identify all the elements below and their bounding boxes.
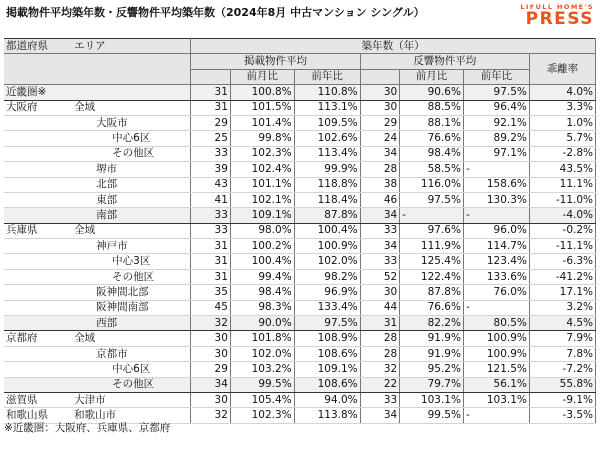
- listed-yoy-cell: 113.1%: [294, 100, 360, 115]
- listed-yoy-cell: 110.8%: [294, 85, 360, 100]
- response-age-cell: 30: [360, 100, 400, 115]
- response-age-cell: 38: [360, 177, 400, 192]
- response-age-cell: 33: [360, 392, 400, 407]
- response-yoy-cell: 121.5%: [463, 362, 529, 377]
- response-age-cell: 28: [360, 162, 400, 177]
- header-row-1: [4, 39, 596, 54]
- response-mom-cell: 122.4%: [400, 269, 464, 284]
- listed-age-cell: 31: [191, 100, 231, 115]
- area-cell: 和歌山市: [72, 408, 191, 423]
- gap-cell: -6.3%: [529, 254, 595, 269]
- response-yoy-cell: 96.0%: [463, 223, 529, 238]
- table-row: [4, 239, 596, 254]
- response-mom-cell: 95.2%: [400, 362, 464, 377]
- pref-cell: [4, 300, 72, 315]
- area-cell: その他区: [72, 377, 191, 392]
- area-cell: 西部: [72, 316, 191, 331]
- response-age-cell: 24: [360, 131, 400, 146]
- listed-mom-cell: 102.3%: [230, 408, 294, 423]
- listed-mom-cell: 99.8%: [230, 131, 294, 146]
- age-table: [4, 38, 596, 424]
- response-mom-cell: -: [400, 208, 464, 223]
- listed-age-cell: 34: [191, 377, 231, 392]
- table-row: [4, 177, 596, 192]
- brand-logo: [486, 3, 594, 27]
- listed-age-cell: 29: [191, 362, 231, 377]
- response-age-cell: 31: [360, 316, 400, 331]
- area-cell: 中心3区: [72, 254, 191, 269]
- area-cell: 神戸市: [72, 239, 191, 254]
- response-yoy-cell: 97.1%: [463, 146, 529, 161]
- gap-cell: -11.0%: [529, 192, 595, 207]
- table-row: [4, 392, 596, 407]
- area-cell: その他区: [72, 146, 191, 161]
- gap-cell: 5.7%: [529, 131, 595, 146]
- listed-age-cell: 33: [191, 146, 231, 161]
- listed-mom-cell: 101.4%: [230, 115, 294, 130]
- listed-age-cell: 45: [191, 300, 231, 315]
- listed-mom-cell: 100.8%: [230, 85, 294, 100]
- table-row: [4, 115, 596, 130]
- response-mom-cell: 97.5%: [400, 192, 464, 207]
- response-age-cell: 44: [360, 300, 400, 315]
- listed-mom-cell: 101.8%: [230, 331, 294, 346]
- listed-age-cell: 43: [191, 177, 231, 192]
- listed-age-cell: 25: [191, 131, 231, 146]
- listed-yoy-cell: 94.0%: [294, 392, 360, 407]
- response-age-cell: 34: [360, 239, 400, 254]
- area-cell: 北部: [72, 177, 191, 192]
- response-yoy-cell: 76.0%: [463, 285, 529, 300]
- header-response-mom: 前月比: [400, 69, 464, 84]
- area-cell: [72, 85, 191, 100]
- listed-age-cell: 35: [191, 285, 231, 300]
- pref-cell: [4, 285, 72, 300]
- response-age-cell: 29: [360, 115, 400, 130]
- response-mom-cell: 125.4%: [400, 254, 464, 269]
- pref-cell: [4, 208, 72, 223]
- response-mom-cell: 103.1%: [400, 392, 464, 407]
- listed-age-cell: 31: [191, 269, 231, 284]
- listed-yoy-cell: 118.8%: [294, 177, 360, 192]
- listed-mom-cell: 102.0%: [230, 346, 294, 361]
- response-yoy-cell: 89.2%: [463, 131, 529, 146]
- gap-cell: -2.8%: [529, 146, 595, 161]
- listed-yoy-cell: 118.4%: [294, 192, 360, 207]
- area-cell: 全域: [72, 100, 191, 115]
- response-age-cell: 30: [360, 285, 400, 300]
- listed-mom-cell: 98.3%: [230, 300, 294, 315]
- listed-yoy-cell: 109.1%: [294, 362, 360, 377]
- header-listed: 掲載物件平均: [191, 54, 360, 69]
- response-mom-cell: 99.5%: [400, 408, 464, 423]
- listed-yoy-cell: 113.8%: [294, 408, 360, 423]
- area-cell: 全域: [72, 223, 191, 238]
- listed-age-cell: 29: [191, 115, 231, 130]
- gap-cell: -41.2%: [529, 269, 595, 284]
- response-yoy-cell: 56.1%: [463, 377, 529, 392]
- area-cell: 南部: [72, 208, 191, 223]
- response-mom-cell: 90.6%: [400, 85, 464, 100]
- gap-cell: -9.1%: [529, 392, 595, 407]
- table-row: [4, 131, 596, 146]
- response-yoy-cell: 97.5%: [463, 85, 529, 100]
- gap-cell: -3.5%: [529, 408, 595, 423]
- pref-cell: 近畿圏※: [4, 85, 72, 100]
- gap-cell: 4.5%: [529, 316, 595, 331]
- gap-cell: 17.1%: [529, 285, 595, 300]
- area-cell: 阪神間北部: [72, 285, 191, 300]
- pref-cell: [4, 254, 72, 269]
- gap-cell: 7.8%: [529, 346, 595, 361]
- area-cell: 京都市: [72, 346, 191, 361]
- listed-mom-cell: 98.0%: [230, 223, 294, 238]
- listed-yoy-cell: 113.4%: [294, 146, 360, 161]
- response-yoy-cell: -: [463, 408, 529, 423]
- response-age-cell: 52: [360, 269, 400, 284]
- response-yoy-cell: 158.6%: [463, 177, 529, 192]
- table-row: [4, 162, 596, 177]
- response-mom-cell: 87.8%: [400, 285, 464, 300]
- gap-cell: 1.0%: [529, 115, 595, 130]
- header-row-2: [4, 54, 596, 69]
- listed-mom-cell: 109.1%: [230, 208, 294, 223]
- response-yoy-cell: 96.4%: [463, 100, 529, 115]
- response-mom-cell: 76.6%: [400, 131, 464, 146]
- listed-age-cell: 31: [191, 239, 231, 254]
- response-age-cell: 33: [360, 223, 400, 238]
- response-age-cell: 28: [360, 346, 400, 361]
- listed-mom-cell: 90.0%: [230, 316, 294, 331]
- gap-cell: -4.0%: [529, 208, 595, 223]
- listed-age-cell: 33: [191, 223, 231, 238]
- pref-cell: 兵庫県: [4, 223, 72, 238]
- table-row: [4, 208, 596, 223]
- listed-mom-cell: 100.2%: [230, 239, 294, 254]
- area-cell: その他区: [72, 269, 191, 284]
- listed-yoy-cell: 133.4%: [294, 300, 360, 315]
- response-mom-cell: 111.9%: [400, 239, 464, 254]
- pref-cell: [4, 131, 72, 146]
- response-age-cell: 32: [360, 362, 400, 377]
- response-yoy-cell: -: [463, 162, 529, 177]
- header-age: 築年数（年）: [191, 39, 596, 54]
- listed-mom-cell: 101.5%: [230, 100, 294, 115]
- header-gap: 乖離率: [529, 54, 595, 85]
- pref-cell: [4, 146, 72, 161]
- listed-yoy-cell: 108.6%: [294, 346, 360, 361]
- table-row: [4, 85, 596, 100]
- listed-mom-cell: 102.4%: [230, 162, 294, 177]
- area-cell: 阪神間南部: [72, 300, 191, 315]
- gap-cell: 7.9%: [529, 331, 595, 346]
- gap-cell: -0.2%: [529, 223, 595, 238]
- listed-yoy-cell: 100.9%: [294, 239, 360, 254]
- listed-yoy-cell: 108.9%: [294, 331, 360, 346]
- listed-yoy-cell: 97.5%: [294, 316, 360, 331]
- table-row: [4, 223, 596, 238]
- header-area: エリア: [72, 39, 191, 54]
- listed-age-cell: 32: [191, 316, 231, 331]
- listed-mom-cell: 105.4%: [230, 392, 294, 407]
- listed-yoy-cell: 99.9%: [294, 162, 360, 177]
- table-row: [4, 269, 596, 284]
- listed-yoy-cell: 102.0%: [294, 254, 360, 269]
- logo-top-text: LIFULL HOME'S: [520, 3, 594, 11]
- table-row: [4, 300, 596, 315]
- listed-yoy-cell: 100.4%: [294, 223, 360, 238]
- response-age-cell: 22: [360, 377, 400, 392]
- response-age-cell: 34: [360, 146, 400, 161]
- response-yoy-cell: 123.4%: [463, 254, 529, 269]
- listed-age-cell: 33: [191, 208, 231, 223]
- listed-yoy-cell: 109.5%: [294, 115, 360, 130]
- response-yoy-cell: 103.1%: [463, 392, 529, 407]
- header-response-yoy: 前年比: [463, 69, 529, 84]
- response-mom-cell: 82.2%: [400, 316, 464, 331]
- header-response: 反響物件平均: [360, 54, 529, 69]
- table-row: [4, 146, 596, 161]
- pref-cell: [4, 115, 72, 130]
- header-pref: 都道府県: [4, 39, 72, 54]
- response-age-cell: 46: [360, 192, 400, 207]
- listed-age-cell: 30: [191, 392, 231, 407]
- response-age-cell: 34: [360, 208, 400, 223]
- gap-cell: -11.1%: [529, 239, 595, 254]
- logo-main-text: PRESS: [525, 9, 594, 29]
- listed-yoy-cell: 98.2%: [294, 269, 360, 284]
- gap-cell: 4.0%: [529, 85, 595, 100]
- pref-cell: 大阪府: [4, 100, 72, 115]
- table-row: [4, 331, 596, 346]
- listed-age-cell: 32: [191, 408, 231, 423]
- response-mom-cell: 91.9%: [400, 346, 464, 361]
- gap-cell: 43.5%: [529, 162, 595, 177]
- listed-mom-cell: 100.4%: [230, 254, 294, 269]
- response-mom-cell: 58.5%: [400, 162, 464, 177]
- area-cell: 堺市: [72, 162, 191, 177]
- header-listed-yoy: 前年比: [294, 69, 360, 84]
- area-cell: 大阪市: [72, 115, 191, 130]
- area-cell: 東部: [72, 192, 191, 207]
- listed-yoy-cell: 87.8%: [294, 208, 360, 223]
- gap-cell: 55.8%: [529, 377, 595, 392]
- listed-yoy-cell: 102.6%: [294, 131, 360, 146]
- table-row: [4, 346, 596, 361]
- response-mom-cell: 76.6%: [400, 300, 464, 315]
- pref-cell: 和歌山県: [4, 408, 72, 423]
- area-cell: 中心6区: [72, 131, 191, 146]
- area-cell: 大津市: [72, 392, 191, 407]
- table-body: [4, 85, 596, 424]
- response-mom-cell: 91.9%: [400, 331, 464, 346]
- response-mom-cell: 98.4%: [400, 146, 464, 161]
- listed-mom-cell: 98.4%: [230, 285, 294, 300]
- listed-age-cell: 31: [191, 85, 231, 100]
- response-mom-cell: 88.5%: [400, 100, 464, 115]
- response-yoy-cell: -: [463, 208, 529, 223]
- footnote: ※近畿圏：大阪府、兵庫県、京都府: [4, 422, 171, 434]
- area-cell: 中心6区: [72, 362, 191, 377]
- listed-age-cell: 31: [191, 254, 231, 269]
- response-mom-cell: 97.6%: [400, 223, 464, 238]
- pref-cell: [4, 177, 72, 192]
- report-title: 掲載物件平均築年数・反響物件平均築年数（2024年8月 中古マンション シングル）: [6, 6, 425, 19]
- listed-yoy-cell: 108.6%: [294, 377, 360, 392]
- response-age-cell: 33: [360, 254, 400, 269]
- table-row: [4, 316, 596, 331]
- pref-cell: [4, 162, 72, 177]
- table-row: [4, 254, 596, 269]
- listed-mom-cell: 101.1%: [230, 177, 294, 192]
- gap-cell: 3.3%: [529, 100, 595, 115]
- table-row: [4, 377, 596, 392]
- listed-mom-cell: 103.2%: [230, 362, 294, 377]
- table-row: [4, 100, 596, 115]
- listed-mom-cell: 102.3%: [230, 146, 294, 161]
- response-yoy-cell: 100.9%: [463, 346, 529, 361]
- response-age-cell: 28: [360, 331, 400, 346]
- response-yoy-cell: 100.9%: [463, 331, 529, 346]
- pref-cell: [4, 316, 72, 331]
- table-row: [4, 362, 596, 377]
- response-yoy-cell: 80.5%: [463, 316, 529, 331]
- response-yoy-cell: -: [463, 300, 529, 315]
- response-age-cell: 34: [360, 408, 400, 423]
- pref-cell: [4, 269, 72, 284]
- pref-cell: 京都府: [4, 331, 72, 346]
- table-row: [4, 192, 596, 207]
- response-age-cell: 30: [360, 85, 400, 100]
- response-yoy-cell: 92.1%: [463, 115, 529, 130]
- header-listed-mom: 前月比: [230, 69, 294, 84]
- listed-age-cell: 30: [191, 346, 231, 361]
- listed-mom-cell: 99.4%: [230, 269, 294, 284]
- pref-cell: [4, 239, 72, 254]
- gap-cell: -7.2%: [529, 362, 595, 377]
- listed-age-cell: 30: [191, 331, 231, 346]
- response-yoy-cell: 133.6%: [463, 269, 529, 284]
- pref-cell: 滋賀県: [4, 392, 72, 407]
- listed-age-cell: 39: [191, 162, 231, 177]
- listed-age-cell: 41: [191, 192, 231, 207]
- response-mom-cell: 116.0%: [400, 177, 464, 192]
- response-mom-cell: 88.1%: [400, 115, 464, 130]
- area-cell: 全域: [72, 331, 191, 346]
- pref-cell: [4, 377, 72, 392]
- response-yoy-cell: 114.7%: [463, 239, 529, 254]
- response-mom-cell: 79.7%: [400, 377, 464, 392]
- pref-cell: [4, 362, 72, 377]
- listed-mom-cell: 102.1%: [230, 192, 294, 207]
- pref-cell: [4, 346, 72, 361]
- table-row: [4, 285, 596, 300]
- listed-yoy-cell: 96.9%: [294, 285, 360, 300]
- listed-mom-cell: 99.5%: [230, 377, 294, 392]
- gap-cell: 3.2%: [529, 300, 595, 315]
- response-yoy-cell: 130.3%: [463, 192, 529, 207]
- gap-cell: 11.1%: [529, 177, 595, 192]
- pref-cell: [4, 192, 72, 207]
